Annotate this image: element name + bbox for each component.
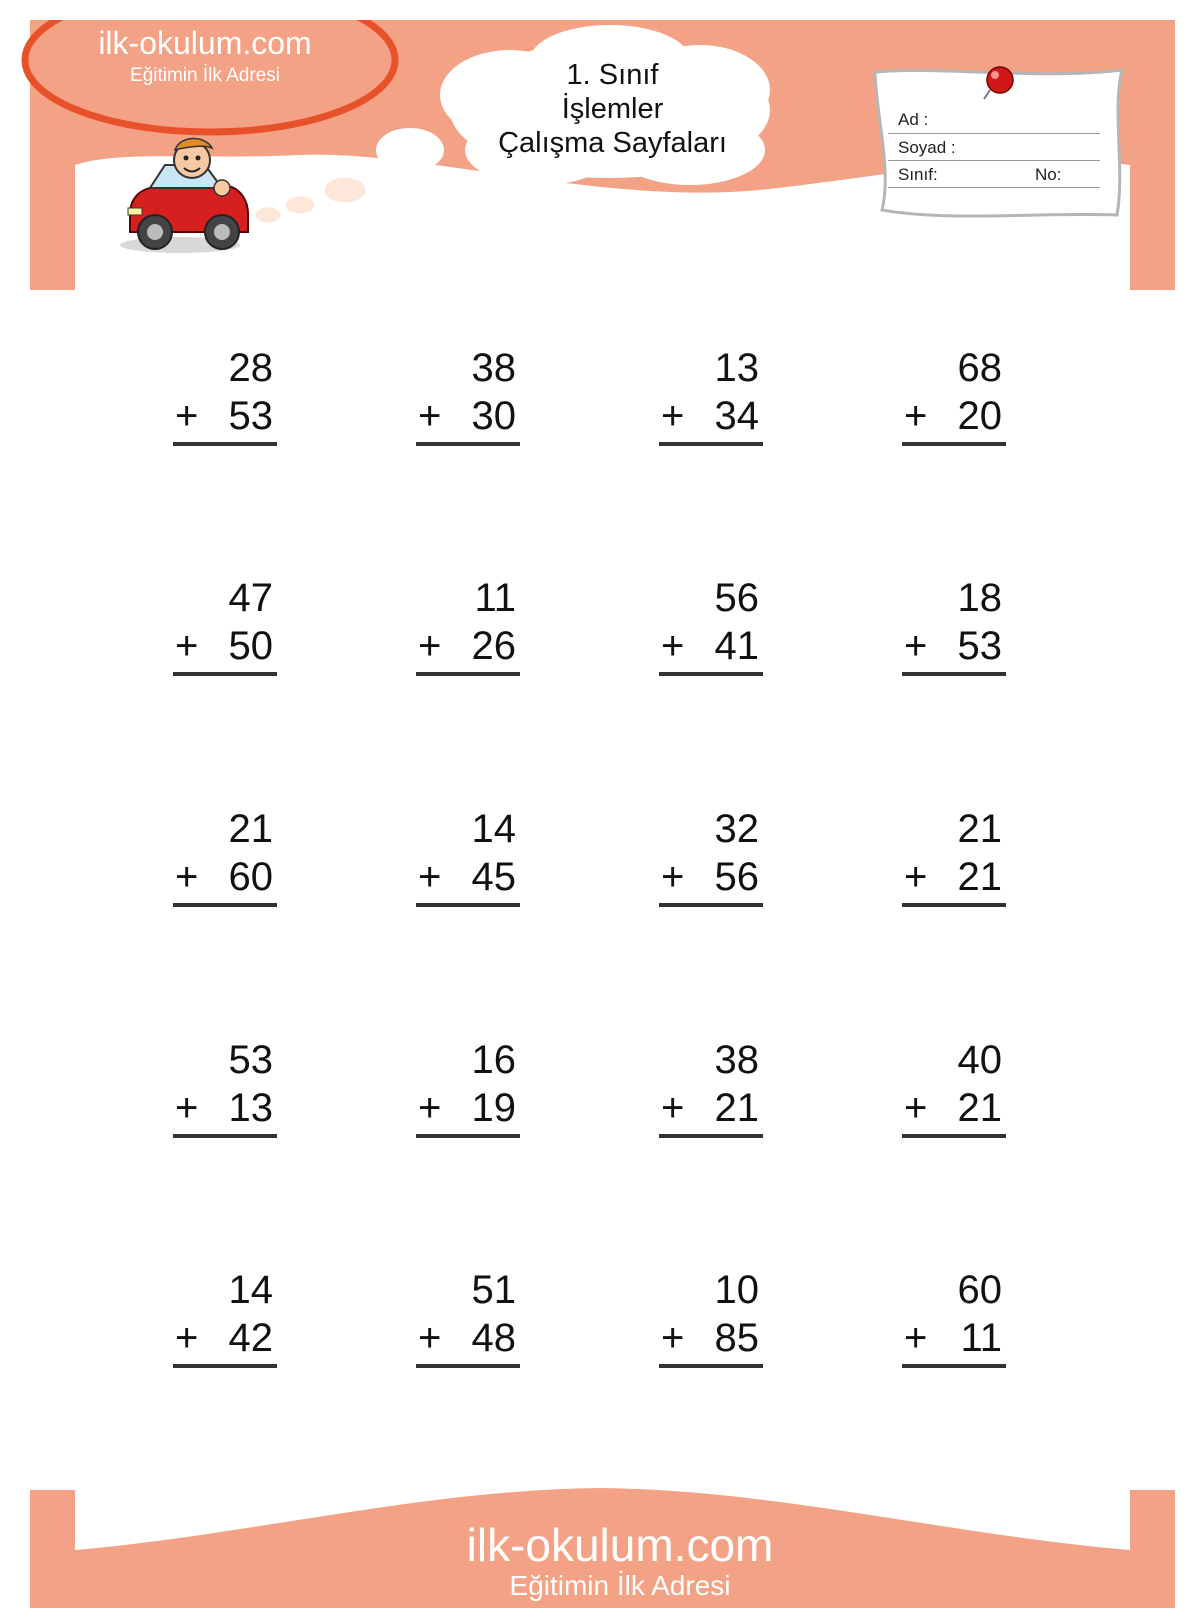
pushpin-icon — [987, 67, 1013, 93]
first-addend: 38 — [471, 346, 516, 390]
ad-line — [888, 133, 1100, 134]
plus-sign: + — [418, 624, 442, 668]
sum-line — [902, 1134, 1006, 1138]
second-addend: 45 — [471, 855, 516, 899]
logo-subtitle: Eğitimin İlk Adresi — [130, 65, 280, 86]
first-addend: 51 — [471, 1268, 516, 1312]
second-addend: 19 — [471, 1086, 516, 1130]
second-addend: 30 — [471, 394, 516, 438]
second-addend: 85 — [714, 1316, 759, 1360]
soyad-line — [888, 160, 1100, 161]
second-addend: 60 — [228, 855, 273, 899]
sum-line — [659, 1364, 763, 1368]
addition-problem — [659, 1037, 763, 1147]
addition-problem — [902, 806, 1006, 916]
first-addend: 11 — [474, 576, 516, 620]
plus-sign: + — [418, 394, 442, 438]
first-addend: 14 — [471, 807, 516, 851]
sum-line — [173, 672, 277, 676]
logo-title: ilk-okulum.com — [98, 25, 312, 61]
thought-bubble-medium — [376, 128, 444, 172]
addition-problem — [173, 806, 277, 916]
second-addend: 20 — [957, 394, 1002, 438]
addition-problem — [173, 1037, 277, 1147]
addition-problem — [659, 575, 763, 685]
sum-line — [416, 442, 520, 446]
sum-line — [416, 1364, 520, 1368]
plus-sign: + — [904, 1086, 928, 1130]
sum-line — [659, 903, 763, 907]
first-addend: 21 — [957, 807, 1002, 851]
plus-sign: + — [175, 855, 199, 899]
first-addend: 14 — [228, 1268, 273, 1312]
second-addend: 34 — [714, 394, 759, 438]
first-addend: 18 — [957, 576, 1002, 620]
ad-label: Ad : — [898, 110, 929, 129]
first-addend: 28 — [228, 346, 273, 390]
plus-sign: + — [661, 624, 685, 668]
sum-line — [902, 442, 1006, 446]
second-addend: 50 — [228, 624, 273, 668]
first-addend: 68 — [957, 346, 1002, 390]
plus-sign: + — [904, 1316, 928, 1360]
plus-sign: + — [175, 1086, 199, 1130]
second-addend: 13 — [228, 1086, 273, 1130]
second-addend: 56 — [714, 855, 759, 899]
second-addend: 11 — [960, 1316, 1002, 1360]
no-label: No: — [1035, 165, 1062, 184]
sum-line — [902, 672, 1006, 676]
first-addend: 21 — [228, 807, 273, 851]
first-addend: 38 — [714, 1038, 759, 1082]
plus-sign: + — [418, 1316, 442, 1360]
addition-problem — [173, 1267, 277, 1377]
first-addend: 53 — [228, 1038, 273, 1082]
worksheet-title — [455, 58, 770, 160]
soyad-label: Soyad : — [898, 138, 956, 157]
addition-problem — [659, 806, 763, 916]
first-addend: 40 — [957, 1038, 1002, 1082]
first-addend: 32 — [714, 807, 759, 851]
sinif-no-line — [888, 187, 1100, 188]
sum-line — [173, 903, 277, 907]
sum-line — [659, 442, 763, 446]
footer-title: ilk-okulum.com — [466, 1519, 774, 1571]
addition-problem — [902, 345, 1006, 455]
addition-problem — [416, 575, 520, 685]
addition-problem — [659, 1267, 763, 1377]
plus-sign: + — [175, 394, 199, 438]
title-line-topic: İşlemler — [561, 93, 664, 125]
addition-problem — [173, 575, 277, 685]
plus-sign: + — [661, 1086, 685, 1130]
sum-line — [902, 903, 1006, 907]
second-addend: 53 — [228, 394, 273, 438]
addition-problem — [416, 1267, 520, 1377]
sum-line — [173, 1134, 277, 1138]
addition-problem — [416, 345, 520, 455]
footer-subtitle: Eğitimin İlk Adresi — [509, 1570, 731, 1601]
plus-sign: + — [904, 855, 928, 899]
plus-sign: + — [175, 1316, 199, 1360]
second-addend: 42 — [228, 1316, 273, 1360]
addition-problem — [416, 1037, 520, 1147]
second-addend: 41 — [714, 624, 759, 668]
plus-sign: + — [175, 624, 199, 668]
first-addend: 60 — [957, 1268, 1002, 1312]
second-addend: 21 — [957, 855, 1002, 899]
plus-sign: + — [661, 394, 685, 438]
first-addend: 13 — [714, 346, 759, 390]
addition-problem — [902, 1267, 1006, 1377]
addition-problem — [173, 345, 277, 455]
plus-sign: + — [418, 1086, 442, 1130]
first-addend: 56 — [714, 576, 759, 620]
sum-line — [416, 903, 520, 907]
sinif-label: Sınıf: — [898, 165, 938, 184]
thought-bubble-small — [323, 176, 367, 204]
sum-line — [173, 442, 277, 446]
plus-sign: + — [661, 855, 685, 899]
first-addend: 47 — [228, 576, 273, 620]
thought-bubble-small — [284, 195, 316, 215]
sum-line — [659, 1134, 763, 1138]
addition-problem — [659, 345, 763, 455]
addition-problem — [902, 1037, 1006, 1147]
plus-sign: + — [661, 1316, 685, 1360]
plus-sign: + — [904, 394, 928, 438]
second-addend: 53 — [957, 624, 1002, 668]
addition-problem — [416, 806, 520, 916]
sum-line — [416, 672, 520, 676]
thought-bubble-small — [254, 206, 282, 224]
second-addend: 26 — [471, 624, 516, 668]
first-addend: 10 — [714, 1268, 759, 1312]
first-addend: 16 — [471, 1038, 516, 1082]
sum-line — [902, 1364, 1006, 1368]
sum-line — [416, 1134, 520, 1138]
second-addend: 48 — [471, 1316, 516, 1360]
second-addend: 21 — [714, 1086, 759, 1130]
title-line-type: Çalışma Sayfaları — [498, 127, 727, 159]
plus-sign: + — [904, 624, 928, 668]
addition-problem — [902, 575, 1006, 685]
plus-sign: + — [418, 855, 442, 899]
second-addend: 21 — [957, 1086, 1002, 1130]
title-line-grade: 1. Sınıf — [566, 59, 659, 91]
sum-line — [659, 672, 763, 676]
sum-line — [173, 1364, 277, 1368]
